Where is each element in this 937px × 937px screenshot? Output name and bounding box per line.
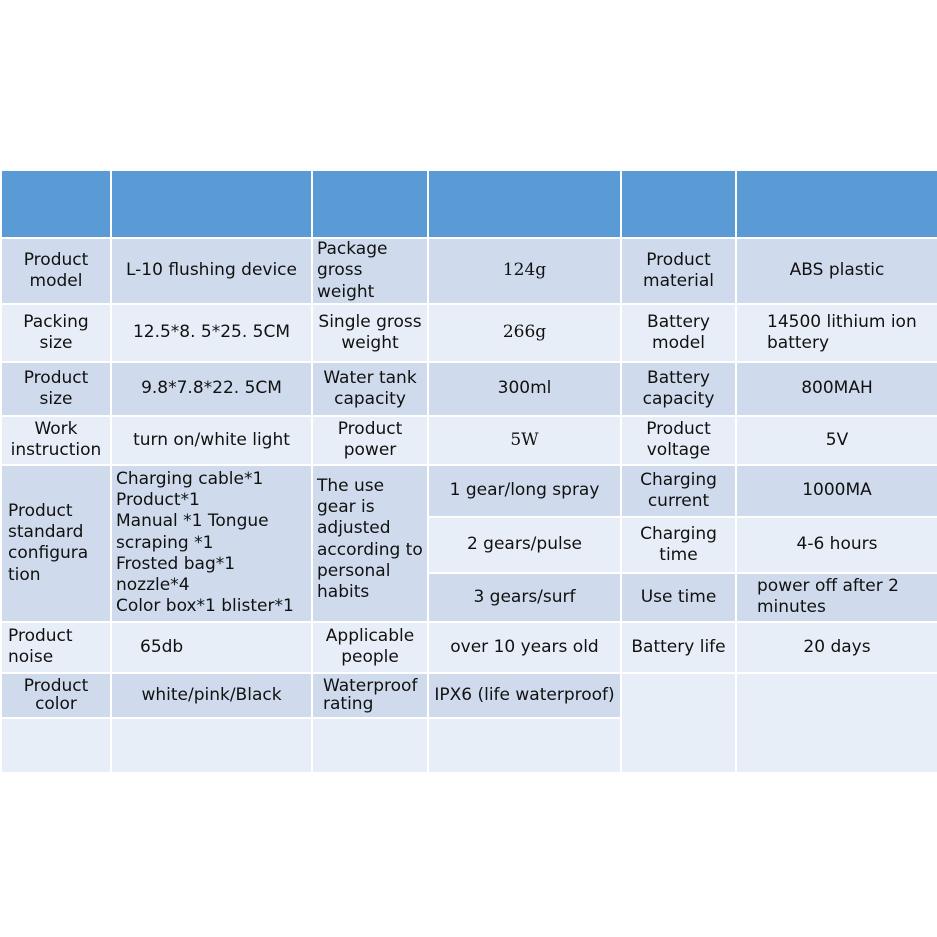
value-applicable-people: over 10 years old [428,622,621,673]
value-battery-life: 20 days [736,622,937,673]
value-product-size: 9.8*7.8*22. 5CM [111,362,312,416]
label-charging-current: Charging current [621,465,736,517]
empty-cell [428,718,621,773]
config-line: Color box*1 blister*1 [116,596,294,617]
config-line: Product*1 [116,490,200,511]
spec-table [0,169,937,774]
value-waterproof-rating: IPX6 (life waterproof) [428,673,621,718]
label-product-voltage: Product voltage [621,416,736,465]
table-row [1,673,937,718]
value-gear-2: 2 gears/pulse [428,517,621,573]
value-product-color: white/pink/Black [111,673,312,718]
label-applicable-people: Applicable people [312,622,428,673]
label-battery-capacity: Battery capacity [621,362,736,416]
table-row [1,304,937,362]
empty-cell [1,718,111,773]
value-use-time: power off after 2 minutes [736,573,937,622]
label-use-time: Use time [621,573,736,622]
table-header-row [1,170,937,238]
label-water-tank-capacity: Water tank capacity [312,362,428,416]
label-packing-size: Packing size [1,304,111,362]
label-product-color: Product color [1,673,111,718]
header-cell [312,170,428,238]
config-line: Frosted bag*1 nozzle*4 [116,553,236,596]
header-cell [428,170,621,238]
empty-cell [736,673,937,773]
table-row [1,465,937,517]
label-work-instruction: Work instruction [1,416,111,465]
table-row [1,362,937,416]
value-product-noise: 65db [111,622,312,673]
config-line: Charging cable*1 [116,468,264,489]
header-cell [621,170,736,238]
empty-cell [621,673,736,773]
empty-cell [111,718,312,773]
label-product-power: Product power [312,416,428,465]
value-battery-capacity: 800MAH [736,362,937,416]
header-cell [736,170,937,238]
table-row [1,622,937,673]
label-battery-life: Battery life [621,622,736,673]
value-package-gross-weight: 124g [428,238,621,304]
value-product-material: ABS plastic [736,238,937,304]
value-product-model: L-10 flushing device [111,238,312,304]
label-battery-model: Battery model [621,304,736,362]
value-packing-size: 12.5*8. 5*25. 5CM [111,304,312,362]
label-package-gross-weight: Package gross weight [312,238,428,304]
value-charging-time: 4-6 hours [736,517,937,573]
value-single-gross-weight: 266g [428,304,621,362]
label-single-gross-weight: Single gross weight [312,304,428,362]
value-gear-3: 3 gears/surf [428,573,621,622]
value-standard-configuration [111,465,312,622]
label-charging-time: Charging time [621,517,736,573]
label-use-gear: The use gear is adjusted according to personal habits [312,465,428,622]
label-product-material: Product material [621,238,736,304]
label-product-noise: Product noise [1,622,111,673]
config-line: Manual *1 Tongue scraping *1 [116,511,269,553]
value-charging-current: 1000MA [736,465,937,517]
label-waterproof-rating: Waterproof rating [312,673,428,718]
value-gear-1: 1 gear/long spray [428,465,621,517]
table-row [1,238,937,304]
label-standard-configuration: Product standard configura tion [1,465,111,622]
value-water-tank-capacity: 300ml [428,362,621,416]
header-cell [111,170,312,238]
empty-cell [312,718,428,773]
value-product-power: 5W [428,416,621,465]
label-product-size: Product size [1,362,111,416]
table-row [1,416,937,465]
value-work-instruction: turn on/white light [111,416,312,465]
value-battery-model: 14500 lithium ion battery [736,304,937,362]
header-cell [1,170,111,238]
value-product-voltage: 5V [736,416,937,465]
label-product-model: Product model [1,238,111,304]
